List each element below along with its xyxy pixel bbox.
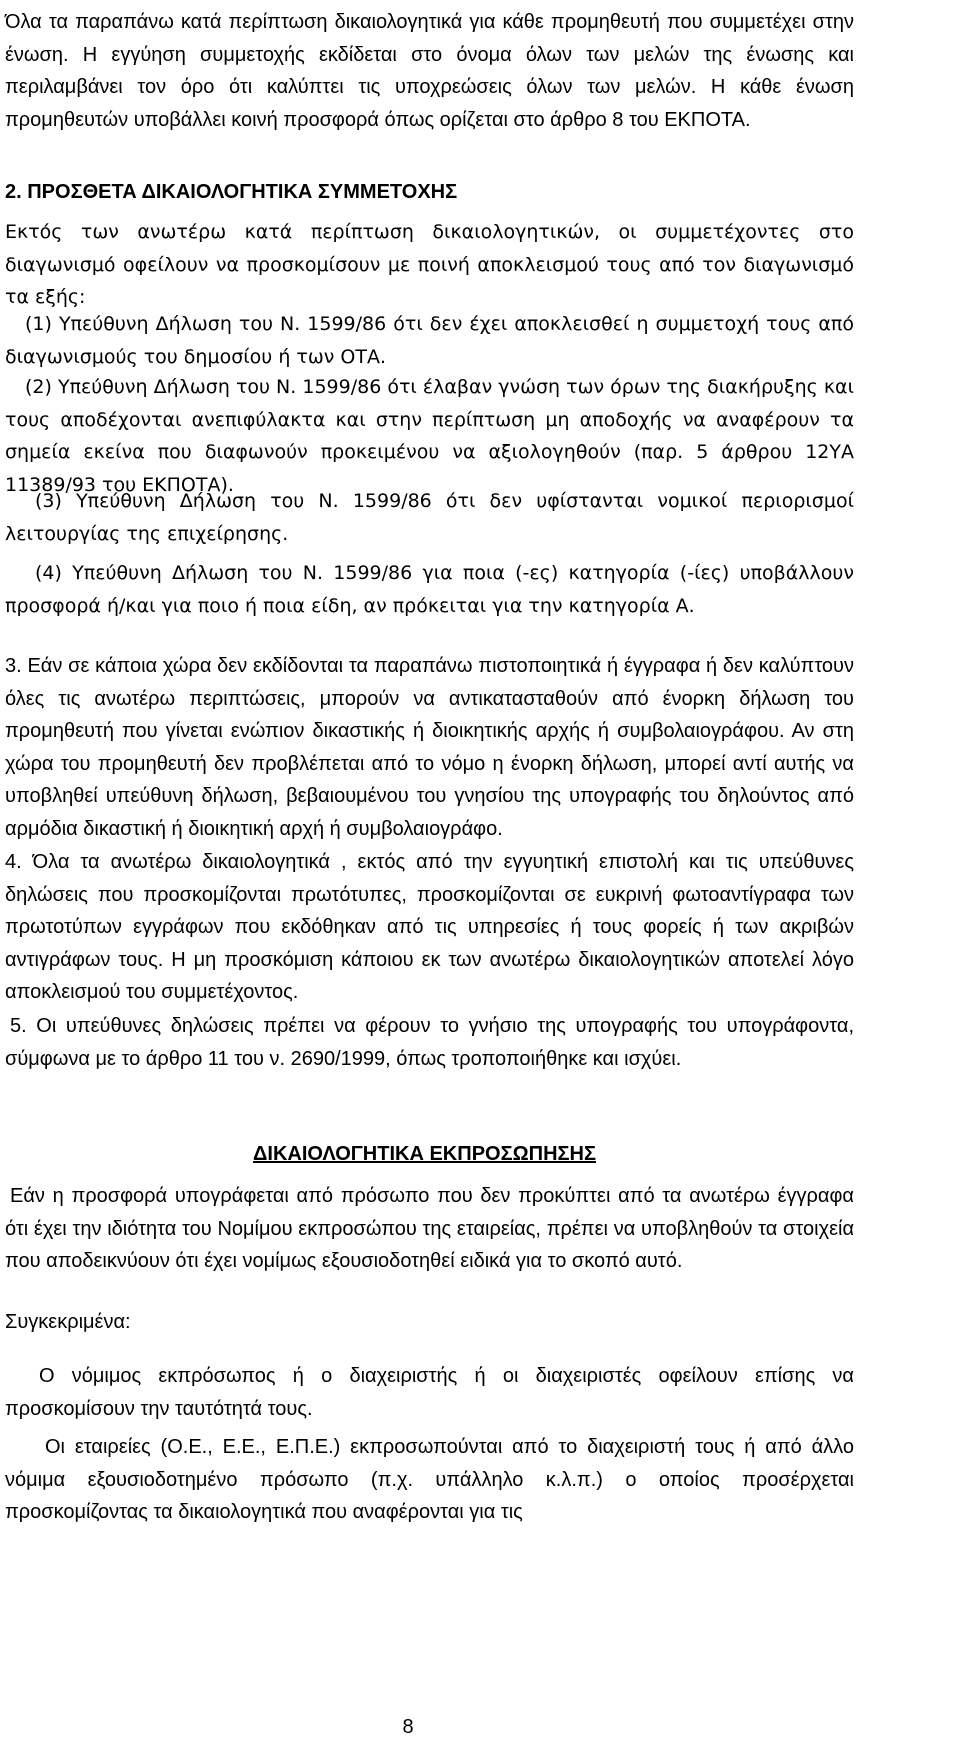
representation-intro: Εάν η προσφορά υπογράφεται από πρόσωπο που δεν προκύπτει από τα ανωτέρω έγγραφα ότι έχει την ιδιότητα του Νομίμου εκπροσώπου της εταιρείας, πρέπει να υποβληθούν τα στοιχεία που αποδεικνύουν ότι έχει νομίμως εξουσιοδοτηθεί ειδικά για το σκοπό αυτό. xyxy=(5,1185,854,1272)
list-item-2: (2) Υπεύθυνη Δήλωση του Ν. 1599/86 ότι έλαβαν γνώση των όρων της διακήρυξης και τους αποδέχονται ανεπιφύλακτα και στην περίπτωση μη αποδοχής να αναφέρουν τα σημεία εκείνα που διαφωνούν προκειμένου να αξιολογηθούν (παρ. 5 άρθρου 12ΥΑ 11389/93 του ΕΚΠΟΤΑ). xyxy=(5,376,854,496)
intro-paragraph: Όλα τα παραπάνω κατά περίπτωση δικαιολογητικά για κάθε προμηθευτή που συμμετέχει στην ένωση. Η εγγύηση συμμετοχής εκδίδεται στο όνομα όλων των μελών της ένωσης και περιλαμβάνει τον όρο ότι καλύπτει τις υποχρεώσεις όλων των μελών. Η κάθε ένωση προμηθευτών υποβάλλει κοινή προσφορά όπως ορίζεται στο άρθρο 8 του ΕΚΠΟΤΑ. xyxy=(5,11,854,131)
point-5-paragraph: 5. Οι υπεύθυνες δηλώσεις πρέπει να φέρουν το γνήσιο της υπογραφής του υπογράφοντα, σύμφωνα με το άρθρο 11 του ν. 2690/1999, όπως τροποποιήθηκε και ισχύει. xyxy=(5,1015,854,1070)
representation-heading: ΔΙΚΑΙΟΛΟΓΗΤΙΚΑ ΕΚΠΡΟΣΩΠΗΣΗΣ xyxy=(253,1143,596,1165)
point-4-paragraph: 4. Όλα τα ανωτέρω δικαιολογητικά , εκτός από την εγγυητική επιστολή και τις υπεύθυνες δηλώσεις που προσκομίζονται πρωτότυπες, προσκομίζονται σε ευκρινή φωτοαντίγραφα των πρωτοτύπων εγγράφων που εκδόθηκαν από τις υπηρεσίες ή τους φορείς ή των ακριβών αντιγράφων τους. Η μη προσκόμιση κάποιου εκ των ανωτέρω δικαιολογητικών αποτελεί λόγο αποκλεισμού του συμμετέχοντος. xyxy=(5,851,854,1003)
list-item-4: (4) Υπεύθυνη Δήλωση του Ν. 1599/86 για ποια (-ες) κατηγορία (-ίες) υποβάλλουν προσφορά ή/και για ποιο ή ποια είδη, αν πρόκειται για την κατηγορία Α. xyxy=(5,562,854,617)
list-item-1: (1) Υπεύθυνη Δήλωση του Ν. 1599/86 ότι δεν έχει αποκλεισθεί η συμμετοχή τους από διαγωνισμούς του δημοσίου ή των ΟΤΑ. xyxy=(5,313,854,368)
page-number: 8 xyxy=(402,1716,414,1738)
companies-paragraph: Οι εταιρείες (Ο.Ε., Ε.Ε., Ε.Π.Ε.) εκπροσωπούνται από το διαχειριστή τους ή από άλλο νόμιμα εξουσιοδοτημένο πρόσωπο (π.χ. υπάλληλο κ.λ.π.) ο οποίος προσέρχεται προσκομίζοντας τα δικαιολογητικά που αναφέρονται για τις xyxy=(5,1436,854,1523)
point-3-paragraph: 3. Εάν σε κάποια χώρα δεν εκδίδονται τα παραπάνω πιστοποιητικά ή έγγραφα ή δεν καλύπτουν όλες τις ανωτέρω περιπτώσεις, μπορούν να αντικατασταθούν από ένορκη δήλωση του προμηθευτή που γίνεται ενώπιον δικαστικής ή διοικητικής αρχής ή συμβολαιογράφου. Αν στη χώρα του προμηθευτή δεν προβλέπεται από το νόμο η ένορκη δήλωση, μπορεί αντί αυτής να υποβληθεί υπεύθυνη δήλωση, βεβαιουμένου του γνησίου της υπογραφής του δηλούντος από αρμόδια δικαστική ή διοικητική αρχή ή συμβολαιογράφο. xyxy=(5,655,854,840)
section-2-heading: 2. ΠΡΟΣΘΕΤΑ ΔΙΚΑΙΟΛΟΓΗΤΙΚΑ ΣΥΜΜΕΤΟΧΗΣ xyxy=(5,181,458,203)
legal-representative-paragraph: Ο νόμιμος εκπρόσωπος ή ο διαχειριστής ή οι διαχειριστές οφείλουν επίσης να προσκομίσουν την ταυτότητά τους. xyxy=(5,1365,854,1420)
section-2-intro: Εκτός των ανωτέρω κατά περίπτωση δικαιολογητικών, οι συμμετέχοντες στο διαγωνισμό οφείλουν να προσκομίσουν με ποινή αποκλεισμού τους από τον διαγωνισμό τα εξής: xyxy=(5,221,854,308)
specifically-label: Συγκεκριμένα: xyxy=(5,1311,131,1333)
list-item-3: (3) Υπεύθυνη Δήλωση του Ν. 1599/86 ότι δεν υφίστανται νομικοί περιορισμοί λειτουργίας της επιχείρησης. xyxy=(5,490,854,545)
